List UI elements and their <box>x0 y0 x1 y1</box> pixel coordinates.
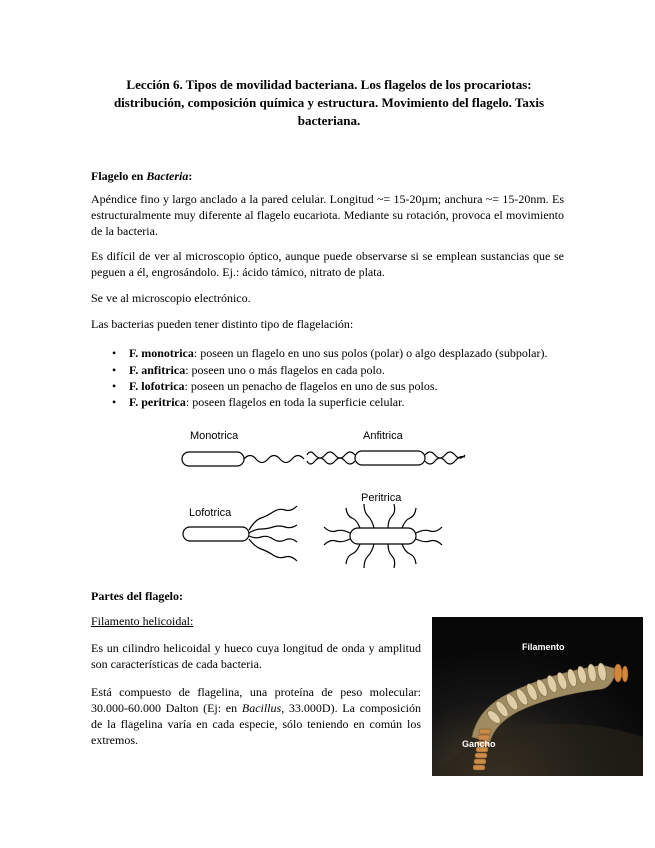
flagellation-diagram <box>170 420 470 580</box>
paragraph-description: Apéndice fino y largo anclado a la pared celular. Longitud ~= 15-20µm; anchura ~= 15-20nm. Es estructuralmente muy diferente al flagelo eucariota. Mediante su rotación, provoca el movimiento de la bacteria. <box>91 192 564 238</box>
anfitrica-cell <box>355 451 425 465</box>
anfitrica-flagellum <box>425 457 465 465</box>
lofotrica-cell <box>183 527 249 541</box>
paragraph-microscopy: Es difícil de ver al microscopio óptico, aunque puede observarse si se emplean sustancias que se peguen a él, engrosándolo. Ej.: ácido támico, nitrato de plata. <box>91 249 564 279</box>
micrograph-label-filamento: Filamento <box>522 642 565 652</box>
peritrica-flagella <box>324 504 442 568</box>
paragraph-filament-description: Es un cilindro helicoidal y hueco cuya longitud de onda y amplitud son características de cada bacteria. <box>91 641 421 671</box>
section-heading-flagelo: Flagelo en Bacteria: <box>91 169 193 183</box>
diagram-label-peritrica: Peritrica <box>361 492 402 504</box>
subheading-filamento: Filamento helicoidal: <box>91 614 194 628</box>
monotrica-cell <box>182 452 244 466</box>
page-title: Lección 6. Tipos de movilidad bacteriana. Los flagelos de los procariotas: distribución, composición química y estructura. Movimiento del flagelo. Taxis bacteriana. <box>113 77 545 128</box>
lofotrica-flagellum <box>249 536 297 542</box>
paragraph-flagellin: Está compuesto de flagelina, una proteína de peso molecular: 30.000-60.000 Dalton (Ej: en Bacillus, 33.000D). La composición de la flagelina varía en cada especie, sólo teniendo en común los extremos. <box>91 685 421 747</box>
monotrica-flagellum <box>244 456 304 463</box>
paragraph-flagellation-intro: Las bacterias pueden tener distinto tipo de flagelación: <box>91 317 354 331</box>
diagram-label-lofotrica: Lofotrica <box>189 507 232 519</box>
anfitrica-flagellum <box>307 452 355 458</box>
paragraph-electron: Se ve al microscopio electrónico. <box>91 291 251 305</box>
peritrica-cell <box>350 528 416 544</box>
micrograph-label-gancho: Gancho <box>462 739 496 749</box>
lofotrica-flagellum <box>249 539 297 561</box>
diagram-label-monotrica: Monotrica <box>190 430 239 442</box>
section-heading-partes: Partes del flagelo: <box>91 589 183 603</box>
diagram-label-anfitrica: Anfitrica <box>363 430 403 442</box>
flagellum-micrograph <box>432 617 643 776</box>
anfitrica-flagellum <box>307 458 355 464</box>
lofotrica-flagellum <box>249 525 297 533</box>
